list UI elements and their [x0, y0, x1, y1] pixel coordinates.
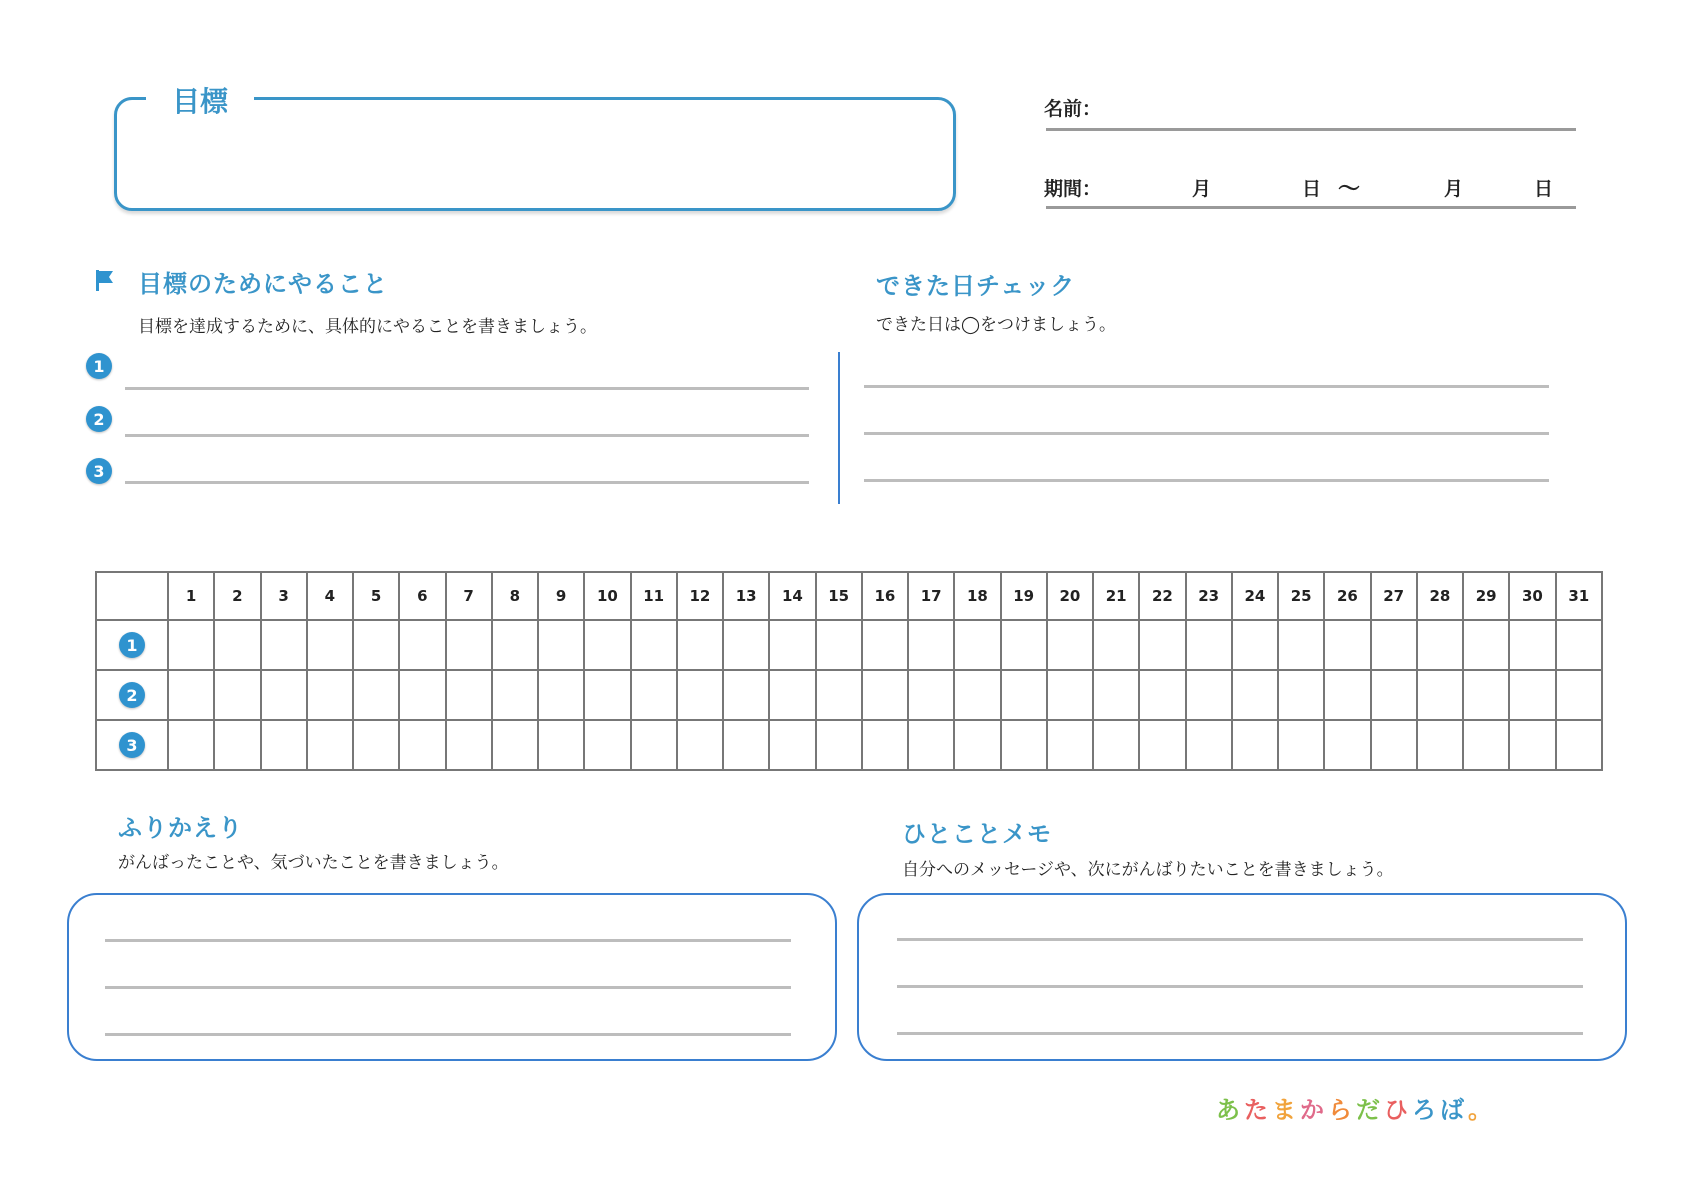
check-cell[interactable] [816, 720, 862, 770]
day-header-29: 29 [1463, 572, 1509, 620]
todo-title: 目標のためにやること [138, 270, 388, 298]
check-cell[interactable] [538, 670, 584, 720]
table-row [96, 720, 1602, 770]
period-month-2: 月 [1444, 178, 1464, 200]
day-header-31: 31 [1556, 572, 1603, 620]
brand-char: ろ [1412, 1096, 1440, 1124]
check-cell[interactable] [1139, 720, 1185, 770]
flag-icon [94, 268, 116, 292]
check-cell[interactable] [168, 670, 214, 720]
check-cell[interactable] [538, 720, 584, 770]
day-header-15: 15 [816, 572, 862, 620]
check-line-3[interactable] [864, 479, 1549, 482]
day-header-11: 11 [631, 572, 677, 620]
period-tilde: ～ [1338, 177, 1361, 202]
check-cell[interactable] [168, 720, 214, 770]
todo-number-2: 2 [86, 406, 112, 432]
day-header-16: 16 [862, 572, 908, 620]
check-cell[interactable] [446, 720, 492, 770]
check-cell[interactable] [261, 620, 307, 670]
check-cell[interactable] [1509, 720, 1555, 770]
check-cell[interactable] [862, 670, 908, 720]
todo-line-3[interactable] [125, 481, 809, 484]
check-cell[interactable] [677, 670, 723, 720]
check-cell[interactable] [1417, 620, 1463, 670]
check-cell[interactable] [399, 720, 445, 770]
check-cell[interactable] [1278, 620, 1324, 670]
check-cell[interactable] [816, 620, 862, 670]
memo-line-2[interactable] [897, 985, 1583, 988]
reflection-line-2[interactable] [105, 986, 791, 989]
check-cell[interactable] [723, 720, 769, 770]
check-description: できた日は◯をつけましょう。 [876, 315, 1117, 335]
check-cell[interactable] [261, 670, 307, 720]
period-month-1: 月 [1192, 178, 1212, 200]
brand-logo [1216, 1090, 1496, 1125]
check-cell[interactable] [538, 620, 584, 670]
check-cell[interactable] [1001, 620, 1047, 670]
check-cell[interactable] [492, 720, 538, 770]
check-cell[interactable] [1093, 620, 1139, 670]
day-header-23: 23 [1186, 572, 1232, 620]
check-cell[interactable] [769, 720, 815, 770]
day-header-30: 30 [1509, 572, 1555, 620]
todo-line-2[interactable] [125, 434, 809, 437]
memo-line-1[interactable] [897, 938, 1583, 941]
check-cell[interactable] [307, 720, 353, 770]
check-cell[interactable] [1556, 670, 1603, 720]
day-header-20: 20 [1047, 572, 1093, 620]
reflection-description: がんばったことや、気づいたことを書きましょう。 [118, 853, 509, 873]
day-header-7: 7 [446, 572, 492, 620]
check-cell[interactable] [723, 620, 769, 670]
check-cell[interactable] [214, 670, 260, 720]
check-cell[interactable] [353, 620, 399, 670]
check-cell[interactable] [1463, 620, 1509, 670]
table-row [96, 670, 1602, 720]
memo-title: ひとことメモ [902, 820, 1052, 848]
day-header-12: 12 [677, 572, 723, 620]
check-line-1[interactable] [864, 385, 1549, 388]
brand-char: ひ [1384, 1096, 1412, 1124]
check-cell[interactable] [399, 670, 445, 720]
check-cell[interactable] [1232, 720, 1278, 770]
check-cell[interactable] [862, 720, 908, 770]
check-cell[interactable] [1324, 720, 1370, 770]
day-header-14: 14 [769, 572, 815, 620]
section-divider [838, 352, 840, 504]
name-label: 名前： [1044, 98, 1102, 120]
check-cell[interactable] [723, 670, 769, 720]
check-cell[interactable] [1324, 670, 1370, 720]
check-cell[interactable] [1186, 720, 1232, 770]
check-cell[interactable] [1371, 670, 1417, 720]
check-cell[interactable] [1463, 670, 1509, 720]
memo-box[interactable] [857, 893, 1627, 1061]
check-cell[interactable] [353, 670, 399, 720]
row-number-1: 1 [119, 632, 145, 658]
check-cell[interactable] [1278, 670, 1324, 720]
row-label-cell [96, 670, 168, 720]
check-cell[interactable] [954, 620, 1000, 670]
day-header-27: 27 [1371, 572, 1417, 620]
day-header-26: 26 [1324, 572, 1370, 620]
check-table [95, 571, 1603, 771]
row-label-cell [96, 720, 168, 770]
reflection-line-1[interactable] [105, 939, 791, 942]
brand-char: ま [1272, 1096, 1300, 1124]
check-cell[interactable] [1556, 720, 1603, 770]
day-header-21: 21 [1093, 572, 1139, 620]
check-cell[interactable] [214, 720, 260, 770]
check-cell[interactable] [1417, 720, 1463, 770]
check-cell[interactable] [1093, 670, 1139, 720]
check-cell[interactable] [307, 620, 353, 670]
check-cell[interactable] [908, 720, 954, 770]
day-header-4: 4 [307, 572, 353, 620]
check-cell[interactable] [261, 720, 307, 770]
day-header-2: 2 [214, 572, 260, 620]
day-header-8: 8 [492, 572, 538, 620]
check-cell[interactable] [307, 670, 353, 720]
check-cell[interactable] [908, 620, 954, 670]
day-header-6: 6 [399, 572, 445, 620]
check-cell[interactable] [214, 620, 260, 670]
check-cell[interactable] [816, 670, 862, 720]
check-cell[interactable] [1371, 720, 1417, 770]
check-cell[interactable] [954, 720, 1000, 770]
check-cell[interactable] [631, 670, 677, 720]
table-header-row [96, 572, 1602, 620]
check-cell[interactable] [1232, 620, 1278, 670]
check-cell[interactable] [908, 670, 954, 720]
period-label: 期間： [1044, 178, 1102, 200]
check-cell[interactable] [399, 620, 445, 670]
check-cell[interactable] [862, 620, 908, 670]
day-header-1: 1 [168, 572, 214, 620]
check-cell[interactable] [353, 720, 399, 770]
check-cell[interactable] [584, 670, 630, 720]
brand-char: あ [1216, 1096, 1244, 1124]
check-cell[interactable] [492, 670, 538, 720]
todo-line-1[interactable] [125, 387, 809, 390]
check-cell[interactable] [1047, 620, 1093, 670]
todo-number-1: 1 [86, 353, 112, 379]
brand-char: 。 [1468, 1096, 1496, 1124]
day-header-9: 9 [538, 572, 584, 620]
check-cell[interactable] [168, 620, 214, 670]
check-cell[interactable] [1001, 720, 1047, 770]
check-cell[interactable] [1139, 620, 1185, 670]
row-label-cell [96, 620, 168, 670]
check-cell[interactable] [1371, 620, 1417, 670]
check-cell[interactable] [1509, 620, 1555, 670]
check-cell[interactable] [584, 720, 630, 770]
check-cell[interactable] [1509, 670, 1555, 720]
table-row [96, 620, 1602, 670]
day-header-10: 10 [584, 572, 630, 620]
name-input-line[interactable] [1046, 128, 1576, 131]
brand-char: だ [1356, 1096, 1384, 1124]
table-corner-cell [96, 572, 168, 620]
todo-number-3: 3 [86, 458, 112, 484]
memo-line-3[interactable] [897, 1032, 1583, 1035]
brand-char: た [1244, 1096, 1272, 1124]
check-cell[interactable] [1278, 720, 1324, 770]
day-header-3: 3 [261, 572, 307, 620]
brand-char: か [1300, 1096, 1328, 1124]
goal-title: 目標 [146, 80, 254, 120]
reflection-title: ふりかえり [118, 814, 243, 842]
check-cell[interactable] [954, 670, 1000, 720]
check-cell[interactable] [446, 670, 492, 720]
check-cell[interactable] [1047, 720, 1093, 770]
day-header-18: 18 [954, 572, 1000, 620]
check-cell[interactable] [1556, 620, 1603, 670]
check-cell[interactable] [492, 620, 538, 670]
day-header-19: 19 [1001, 572, 1047, 620]
check-cell[interactable] [1001, 670, 1047, 720]
reflection-line-3[interactable] [105, 1033, 791, 1036]
todo-description: 目標を達成するために、具体的にやることを書きましょう。 [138, 317, 597, 337]
period-input-line[interactable] [1046, 206, 1576, 209]
brand-char: ば [1440, 1096, 1468, 1124]
day-header-17: 17 [908, 572, 954, 620]
day-header-13: 13 [723, 572, 769, 620]
check-cell[interactable] [1186, 670, 1232, 720]
check-cell[interactable] [1417, 670, 1463, 720]
check-cell[interactable] [677, 720, 723, 770]
period-day-2: 日 [1534, 178, 1554, 200]
check-cell[interactable] [631, 620, 677, 670]
check-cell[interactable] [584, 620, 630, 670]
check-line-2[interactable] [864, 432, 1549, 435]
check-cell[interactable] [677, 620, 723, 670]
day-header-28: 28 [1417, 572, 1463, 620]
memo-description: 自分へのメッセージや、次にがんばりたいことを書きましょう。 [902, 860, 1394, 880]
check-cell[interactable] [631, 720, 677, 770]
period-day-1: 日 [1302, 178, 1322, 200]
check-cell[interactable] [769, 620, 815, 670]
day-header-24: 24 [1232, 572, 1278, 620]
row-number-3: 3 [119, 732, 145, 758]
check-cell[interactable] [1139, 670, 1185, 720]
check-cell[interactable] [1463, 720, 1509, 770]
day-header-25: 25 [1278, 572, 1324, 620]
day-header-5: 5 [353, 572, 399, 620]
brand-char: ら [1328, 1096, 1356, 1124]
check-cell[interactable] [1093, 720, 1139, 770]
check-cell[interactable] [446, 620, 492, 670]
check-title: できた日チェック [876, 272, 1076, 300]
check-cell[interactable] [1324, 620, 1370, 670]
check-cell[interactable] [1232, 670, 1278, 720]
check-cell[interactable] [1186, 620, 1232, 670]
check-cell[interactable] [1047, 670, 1093, 720]
row-number-2: 2 [119, 682, 145, 708]
check-cell[interactable] [769, 670, 815, 720]
day-header-22: 22 [1139, 572, 1185, 620]
